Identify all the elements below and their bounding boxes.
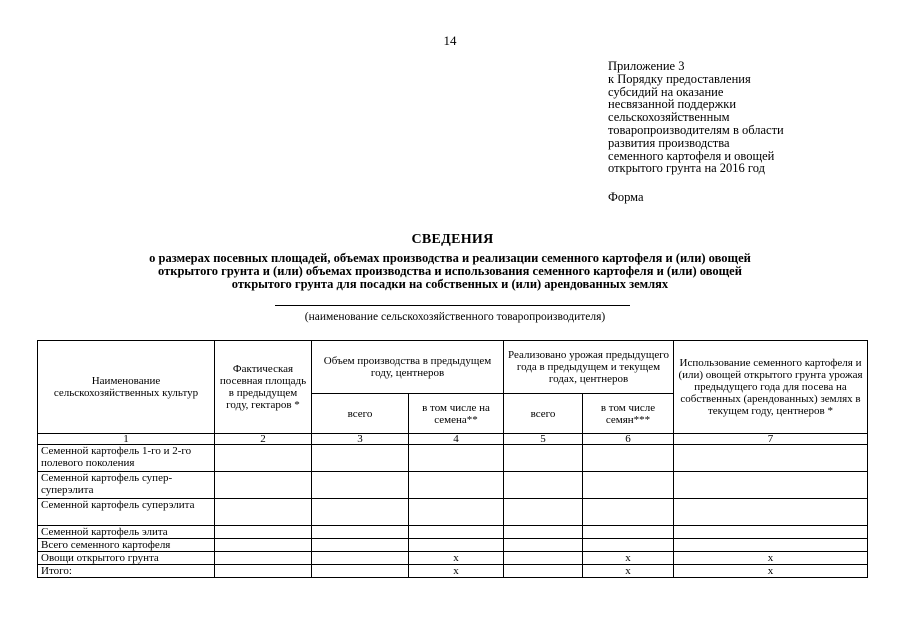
production-total-cell[interactable] bbox=[312, 565, 409, 578]
sold-total-cell[interactable] bbox=[504, 526, 583, 539]
column-number: 1 bbox=[38, 434, 215, 445]
column-number: 4 bbox=[409, 434, 504, 445]
header-usage: Использование семенного картофеля и (или) овощей открытого грунта урожая предыдущего года для посева на собственных (арендованных) землях в текущем году, центнеров * bbox=[674, 341, 868, 434]
usage-cell[interactable] bbox=[674, 539, 868, 552]
table-row bbox=[38, 539, 868, 552]
crop-name: Овощи открытого грунта bbox=[38, 552, 215, 565]
crop-name: Семенной картофель элита bbox=[38, 526, 215, 539]
area-cell[interactable] bbox=[215, 539, 312, 552]
production-seeds-cell[interactable] bbox=[409, 539, 504, 552]
area-cell[interactable] bbox=[215, 499, 312, 526]
sold-seeds-cell[interactable] bbox=[583, 499, 674, 526]
production-total-cell[interactable] bbox=[312, 499, 409, 526]
appendix-note bbox=[608, 60, 878, 175]
production-seeds-cell[interactable]: х bbox=[409, 552, 504, 565]
document-title: СВЕДЕНИЯ bbox=[411, 232, 494, 247]
usage-cell[interactable]: х bbox=[674, 565, 868, 578]
appendix-line: товаропроизводителям в области bbox=[608, 122, 784, 137]
area-cell[interactable] bbox=[215, 552, 312, 565]
sold-seeds-cell[interactable]: х bbox=[583, 552, 674, 565]
area-cell[interactable] bbox=[215, 526, 312, 539]
production-seeds-cell[interactable]: х bbox=[409, 565, 504, 578]
header-row bbox=[38, 341, 868, 394]
column-number: 5 bbox=[504, 434, 583, 445]
column-number: 3 bbox=[312, 434, 409, 445]
sold-seeds-cell[interactable] bbox=[583, 526, 674, 539]
sold-seeds-cell[interactable] bbox=[583, 539, 674, 552]
production-total-cell[interactable] bbox=[312, 552, 409, 565]
production-total-cell[interactable] bbox=[312, 539, 409, 552]
production-total-cell[interactable] bbox=[312, 526, 409, 539]
usage-cell[interactable]: х bbox=[674, 552, 868, 565]
area-cell[interactable] bbox=[215, 445, 312, 472]
usage-cell[interactable] bbox=[674, 472, 868, 499]
subtitle-line: открытого грунта для посадки на собственных и (или) арендованных землях bbox=[231, 277, 669, 291]
sold-seeds-cell[interactable] bbox=[583, 445, 674, 472]
production-seeds-cell[interactable] bbox=[409, 472, 504, 499]
header-production-seeds: в том числе на семена** bbox=[409, 394, 504, 434]
area-cell[interactable] bbox=[215, 565, 312, 578]
document-subtitle bbox=[60, 252, 840, 291]
appendix-line: развития производства bbox=[608, 135, 730, 150]
appendix-line: субсидий на оказание bbox=[608, 84, 724, 99]
appendix-line: семенного картофеля и овощей bbox=[608, 148, 775, 163]
appendix-line: несвязанной поддержки bbox=[608, 97, 737, 112]
sold-total-cell[interactable] bbox=[504, 539, 583, 552]
page-number: 14 bbox=[443, 33, 457, 48]
header-sold-total: всего bbox=[504, 394, 583, 434]
form-label: Форма bbox=[608, 190, 644, 204]
area-cell[interactable] bbox=[215, 472, 312, 499]
crop-name: Всего семенного картофеля bbox=[38, 539, 215, 552]
column-number: 2 bbox=[215, 434, 312, 445]
sold-seeds-cell[interactable]: х bbox=[583, 565, 674, 578]
producer-caption: (наименование сельскохозяйственного товаропроизводителя) bbox=[304, 311, 606, 323]
header-area: Фактическая посевная площадь в предыдущем году, гектаров * bbox=[215, 341, 312, 434]
production-total-cell[interactable] bbox=[312, 472, 409, 499]
appendix-line: к Порядку предоставления bbox=[608, 71, 751, 86]
column-number-row bbox=[38, 434, 868, 445]
sold-total-cell[interactable] bbox=[504, 472, 583, 499]
sold-seeds-cell[interactable] bbox=[583, 472, 674, 499]
header-sold-seeds: в том числе семян*** bbox=[583, 394, 674, 434]
crop-name: Итого: bbox=[38, 565, 215, 578]
usage-cell[interactable] bbox=[674, 526, 868, 539]
production-total-cell[interactable] bbox=[312, 445, 409, 472]
production-seeds-cell[interactable] bbox=[409, 445, 504, 472]
crop-name: Семенной картофель 1-го и 2-го полевого поколения bbox=[38, 445, 215, 472]
sold-total-cell[interactable] bbox=[504, 445, 583, 472]
column-number: 6 bbox=[583, 434, 674, 445]
subtitle-line: открытого грунта и (или) объемах производства и использования семенного картофеля и (или) овощей bbox=[158, 264, 742, 278]
subtitle-line: о размерах посевных площадей, объемах производства и реализации семенного картофеля и (или) овощей bbox=[149, 251, 751, 265]
column-number: 7 bbox=[674, 434, 868, 445]
header-production-total: всего bbox=[312, 394, 409, 434]
appendix-line: открытого грунта на 2016 год bbox=[608, 161, 766, 176]
header-crop: Наименование сельскохозяйственных культур bbox=[38, 341, 215, 434]
table-row bbox=[38, 472, 868, 499]
table-row bbox=[38, 445, 868, 472]
crop-name: Семенной картофель суперэлита bbox=[38, 499, 215, 526]
header-production: Объем производства в предыдущем году, центнеров bbox=[312, 341, 504, 394]
table-row bbox=[38, 526, 868, 539]
crop-name: Семенной картофель супер-суперэлита bbox=[38, 472, 215, 499]
table-row bbox=[38, 565, 868, 578]
production-seeds-cell[interactable] bbox=[409, 526, 504, 539]
appendix-line: Приложение 3 bbox=[608, 59, 685, 73]
table-row bbox=[38, 499, 868, 526]
sold-total-cell[interactable] bbox=[504, 552, 583, 565]
usage-cell[interactable] bbox=[674, 499, 868, 526]
production-seeds-cell[interactable] bbox=[409, 499, 504, 526]
data-table bbox=[37, 340, 868, 578]
sold-total-cell[interactable] bbox=[504, 499, 583, 526]
appendix-line: сельскохозяйственным bbox=[608, 110, 730, 125]
usage-cell[interactable] bbox=[674, 445, 868, 472]
table-row bbox=[38, 552, 868, 565]
producer-name-line[interactable] bbox=[275, 305, 630, 306]
header-sold: Реализовано урожая предыдущего года в предыдущем и текущем годах, центнеров bbox=[504, 341, 674, 394]
sold-total-cell[interactable] bbox=[504, 565, 583, 578]
